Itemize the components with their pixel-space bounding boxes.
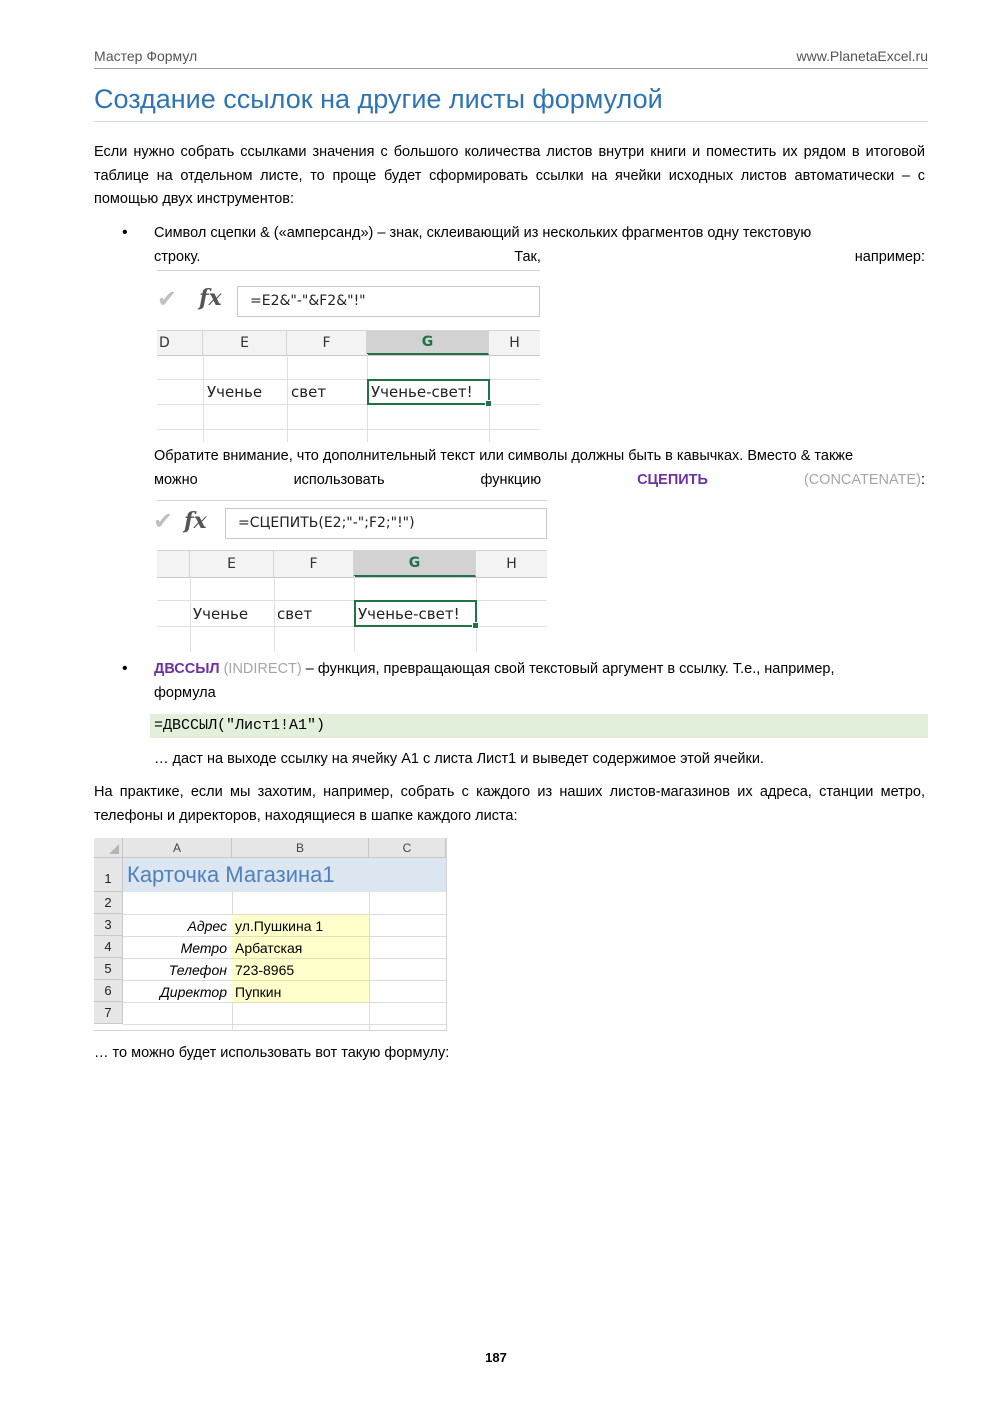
row-header-7: 7 [94,1002,123,1024]
label-director: Директор [159,984,227,1000]
function-name-indirect-en: (INDIRECT) [223,661,302,677]
col-header-h: H [506,556,517,572]
grid-line [369,892,370,1030]
page-number: 187 [485,1350,507,1365]
col-header-blank [157,551,190,577]
col-header-b: B [232,838,369,858]
formula-input: =E2&"-"&F2&"!" [237,286,540,317]
cell-g2: Ученье-свет! [371,383,473,401]
cell-e2: Ученье [193,605,249,623]
bullet1-line2 [154,246,925,270]
col-header-a: A [123,838,232,858]
function-name-concat: СЦЕПИТЬ [637,471,708,488]
row-header-1: 1 [94,858,123,892]
col-header-h: H [509,335,520,351]
grid-line [123,1024,446,1025]
running-header-right: www.PlanetaExcel.ru [796,48,928,64]
row-header-2: 2 [94,892,123,914]
label-metro: Метро [180,940,227,956]
cell-f2: свет [277,605,313,623]
note-line2 [154,469,925,493]
bullet-marker: • [122,224,128,241]
value-director: Пупкин [232,981,369,1003]
value-phone: 723-8965 [232,959,369,981]
section-title: Создание ссылок на другие листы формулой [94,84,663,114]
excel-screenshot-ampersand [157,270,540,442]
fx-icon: fx [184,508,207,534]
row-header-5: 5 [94,958,123,980]
bullet1-word-b: Так, [514,248,541,265]
cell-g2: Ученье-свет! [358,605,460,623]
check-icon: ✔ [157,285,178,313]
note-colon: : [920,471,925,488]
column-headers [157,550,547,578]
bullet1-word-c: например: [854,248,925,265]
cell-f2: свет [291,383,327,401]
formula-input: =СЦЕПИТЬ(E2;"-";F2;"!") [225,508,547,539]
header-divider [94,68,928,69]
row-header-6: 6 [94,980,123,1002]
col-header-f: F [287,331,367,355]
row-header-3: 3 [94,914,123,936]
column-headers [157,330,540,356]
closing-text: … то можно будет использовать вот такую формулу: [94,1045,450,1061]
note-word: функцию [480,471,542,488]
label-address: Адрес [187,918,227,934]
practice-paragraph: На практике, если мы захотим, например, собрать с каждого из наших листов-магазинов их адреса, станции метро, телефоны и директоров, находящиеся в шапке каждого листа: [94,784,925,824]
title-divider [94,121,928,122]
store-card-title: Карточка Магазина1 [123,858,446,892]
grid-line [274,576,275,652]
bullet1-text [154,222,925,269]
row-header-4: 4 [94,936,123,958]
excel-screenshot-concatenate [153,500,547,652]
col-header-g: G [354,551,476,577]
fx-icon: fx [199,285,222,311]
col-header-g: G [367,331,489,355]
col-header-e: E [203,331,287,355]
function-name-indirect: ДВССЫЛ [154,661,220,677]
formula-bar [153,500,547,545]
col-header-d: D [157,331,203,355]
function-name-concat-en: (CONCATENATE) [803,471,921,488]
grid-line [157,626,547,627]
after-code-text: … даст на выходе ссылку на ячейку A1 с листа Лист1 и выведет содержимое этой ячейки. [154,751,764,767]
bullet2-line1 [154,658,925,682]
formula-code-block: =ДВССЫЛ("Лист1!A1") [150,714,928,738]
note-word: использовать [293,471,385,488]
col-header-e: E [190,551,274,577]
note-line1: Обратите внимание, что дополнительный текст или символы должны быть в кавычках. Вместо & также [154,448,854,464]
col-header-f: F [274,551,354,577]
grid-line [190,576,191,652]
intro-paragraph: Если нужно собрать ссылками значения с большого количества листов внутри книги и поместить их рядом в итоговой таблице на отдельном листе, то проще будет сформировать ссылки на ячейки исходных листов автоматически – с помощью двух инструментов: [94,144,925,207]
cell-e2: Ученье [207,383,263,401]
note-paragraph [154,445,925,492]
running-header-left: Мастер Формул [94,48,198,64]
grid-line [157,600,547,601]
bullet2-text [154,658,925,705]
value-metro: Арбатская [232,937,369,959]
label-phone: Телефон [168,962,227,978]
check-icon: ✔ [153,507,174,535]
excel-screenshot-store-card [94,838,447,1031]
bullet2-line2: формула [154,684,216,701]
bullet2-description: – функция, превращающая свой текстовый аргумент в ссылку. Т.е., например, [301,661,835,677]
bullet1-line1: Символ сцепки & («амперсанд») – знак, склеивающий из нескольких фрагментов одну текстовую [154,225,812,241]
formula-bar [157,270,540,331]
value-address: ул.Пушкина 1 [232,915,369,937]
bullet1-word-a: строку. [154,248,201,265]
col-header-c: C [369,838,446,858]
note-word: можно [154,471,198,488]
select-all-corner [94,838,123,858]
grid-line [157,429,540,430]
bullet-marker: • [122,660,128,677]
